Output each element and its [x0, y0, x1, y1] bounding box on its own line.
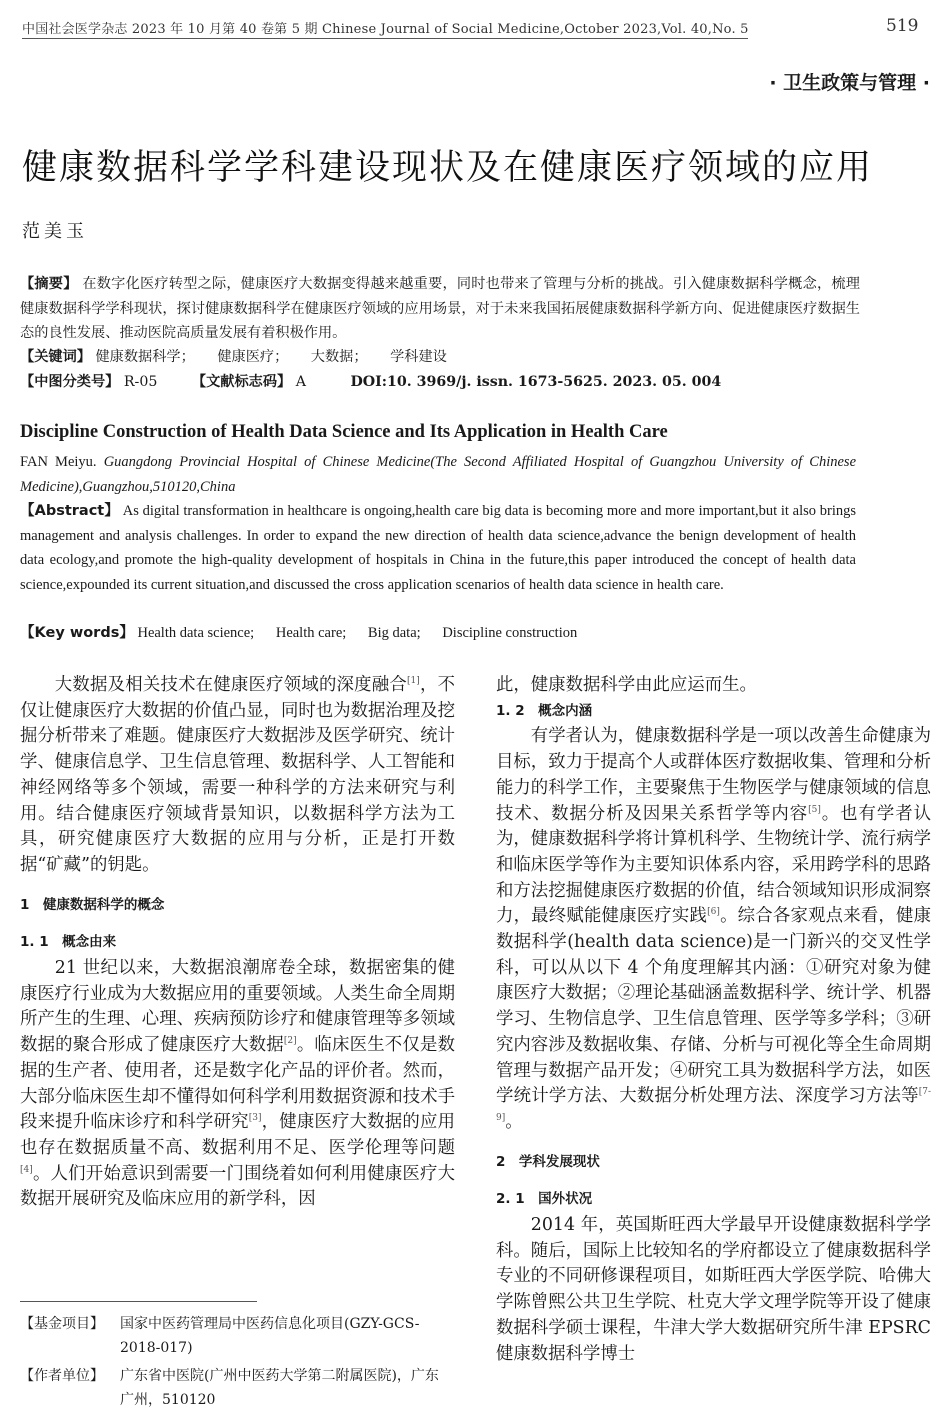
citation: [2] [283, 1036, 297, 1047]
author-en-affiliation: Guangdong Provincial Hospital of Chinese Medicine(The Second Affiliated Hospital of Guangzhou University of Chinese Medicine),Guangzhou,510120,China [20, 454, 857, 495]
doi: DOI:10. 3969/j. issn. 1673-5625. 2023. 05. 004 [350, 374, 722, 390]
citation: [1] [407, 676, 420, 687]
subsection-heading: 1. 1 概念由来 [20, 934, 117, 951]
section-heading: 1 健康数据科学的概念 [20, 896, 165, 913]
section-tag: · 卫生政策与管理 · [769, 72, 930, 94]
paragraph: 21 世纪以来，大数据浪潮席卷全球，数据密集的健康医疗行业成为大数据应用的重要领域。人类生命全周期所产生的生理、心理、疾病预防诊疗和健康管理等多领域数据的聚合形成了健康医疗大数据[2]。临床医生不仅是数据的生产者、使用者，还是数字化产品的评价者。然而，大部分临床医生却不懂得如何科学利用数据资源和技术手段来提升临床诊疗和科学研究[3]，健康医疗大数据的应用也存在数据质量不高、数据利用不足、医学伦理等问题[4]。人们开始意识到需要一门围绕着如何利用健康医疗大数据开展研究及临床应用的新学科，因 [20, 958, 455, 1210]
keyword: 健康医疗； [217, 349, 289, 365]
keyword-en: Health care; [275, 625, 347, 641]
abstract-en-label: 【Abstract】 [20, 503, 119, 519]
keyword: 学科建设 [390, 349, 447, 365]
class-label: 【中图分类号】 [20, 374, 120, 390]
citation: [5] [808, 804, 821, 815]
author-en-name: FAN Meiyu. [20, 454, 97, 470]
classification-line [20, 370, 860, 395]
running-header: 中国社会医学杂志 2023 年 10 月第 40 卷第 5 期 Chinese Journal of Social Medicine,October 2023,Vol. 40,No. 5 [22, 22, 749, 37]
paragraph: 有学者认为，健康数据科学是一项以改善生命健康为目标，致力于提高个人或群体医疗数据收集、管理和分析能力的科学工作，主要聚焦于生物医学与健康领域的信息技术、数据分析及因果关系哲学等内容[5]。也有学者认为，健康数据科学将计算机科学、生物统计学、流行病学和临床医学等作为主要知识体系内容，采用跨学科的思路和方法挖掘健康医疗数据的价值，结合领域知识形成洞察力，最终赋能健康医疗实践[6]。综合各家观点来看，健康数据科学(health data science)是一门新兴的交叉性学科，可以从以下 4 个角度理解其内涵：①研究对象为健康医疗大数据；②理论基础涵盖数据科学、统计学、机器学习、生物信息学、卫生信息管理、医学等多学科；③研究内容涉及数据收集、存储、分析与可视化等全生命周期管理与数据产品开发；④研究工具为数据科学方法，如医学统计学方法、大数据分析处理方法、深度学习方法等[7-9]。 [496, 726, 931, 1132]
keywords-en [20, 621, 856, 646]
author-name: 范美玉 [22, 221, 88, 242]
author-en [20, 450, 856, 499]
footnote-label: 【基金项目】 [20, 1316, 104, 1332]
abstract-en [20, 499, 856, 597]
title-en: Discipline Construction of Health Data Science and Its Application in Health Care [20, 422, 668, 442]
doc-code-value: A [295, 374, 306, 390]
paragraph: 大数据及相关技术在健康医疗领域的深度融合[1]，不仅让健康医疗大数据的价值凸显，同时也为数据治理及挖掘分析带来了难题。健康医疗大数据涉及医学研究、统计学、健康信息学、卫生信息管理、数据科学、人工智能和神经网络等多个领域，需要一种科学的方法来研究与利用。结合健康医疗领域背景知识，以数据科学方法为工具，研究健康医疗大数据的应用与分析，正是打开数据“矿藏”的钥匙。 [20, 675, 455, 875]
keyword-en: Big data; [367, 625, 421, 641]
footnote-label: 【作者单位】 [20, 1368, 104, 1384]
keyword: 健康数据科学； [95, 349, 195, 365]
body-column-left [20, 673, 455, 1213]
paragraph: 2014 年，英国斯旺西大学最早开设健康数据科学学科。随后，国际上比较知名的学府都设立了健康数据科学专业的不同研修课程项目，如斯旺西大学医学院、哈佛大学陈曾熙公共卫生学院、杜克大学文理学院等开设了健康数据科学硕士课程，牛津大学大数据研究所牛津 EPSRC 健康数据科学博士 [496, 1215, 931, 1364]
class-value: R-05 [123, 374, 158, 390]
subsection-heading: 2. 1 国外状况 [496, 1191, 593, 1208]
page-title: 健康数据科学学科建设现状及在健康医疗领域的应用 [22, 148, 874, 188]
abstract-zh [20, 272, 860, 346]
header-rule [22, 38, 748, 39]
page-number: 519 [886, 16, 919, 36]
footnote-text: 国家中医药管理局中医药信息化项目(GZY-GCS-2018-017) [120, 1316, 420, 1356]
section-heading: 2 学科发展现状 [496, 1153, 600, 1170]
paragraph: 此，健康数据科学由此应运而生。 [496, 675, 757, 695]
abstract-text: 在数字化医疗转型之际，健康医疗大数据变得越来越重要，同时也带来了管理与分析的挑战。引入健康数据科学概念，梳理健康数据科学学科现状，探讨健康数据科学在健康医疗领域的应用场景，对于未来我国拓展健康数据科学新方向、促进健康医疗数据生态的良性发展、推动医院高质量发展有着积极作用。 [20, 276, 860, 341]
footnote-fund [20, 1312, 460, 1360]
footnote-rule [20, 1301, 257, 1302]
footnote-text: 广东省中医院(广州中医药大学第二附属医院)，广东 广州，510120 [120, 1368, 439, 1408]
abstract-label: 【摘要】 [20, 276, 78, 292]
citation: [4] [20, 1164, 33, 1175]
citation: [7-9] [496, 1087, 931, 1124]
doc-code-label: 【文献标志码】 [191, 374, 292, 390]
keyword-en: Discipline construction [442, 625, 578, 641]
keywords-label: 【关键词】 [20, 349, 91, 365]
citation: [3] [248, 1113, 262, 1124]
footnote-unit [20, 1364, 460, 1412]
keyword: 大数据； [310, 349, 368, 365]
keywords-zh [20, 345, 860, 370]
body-column-right [496, 673, 931, 1367]
keyword-en: Health data science; [137, 625, 255, 641]
keywords-en-label: 【Key words】 [20, 625, 134, 641]
subsection-heading: 1. 2 概念内涵 [496, 702, 593, 719]
abstract-en-text: As digital transformation in healthcare is ongoing,health care big data is becoming more and more important,but it also brings management and analysis challenges. In order to expand the new direction of health data science,advance the benign development of health data ecology,and promote the high-quality development of hospitals in China in the future,this paper introduced the concept of health data science,expounded its current situation,and discussed the cross application scenarios of health data science in health care. [20, 503, 856, 593]
citation: [6] [707, 907, 720, 918]
